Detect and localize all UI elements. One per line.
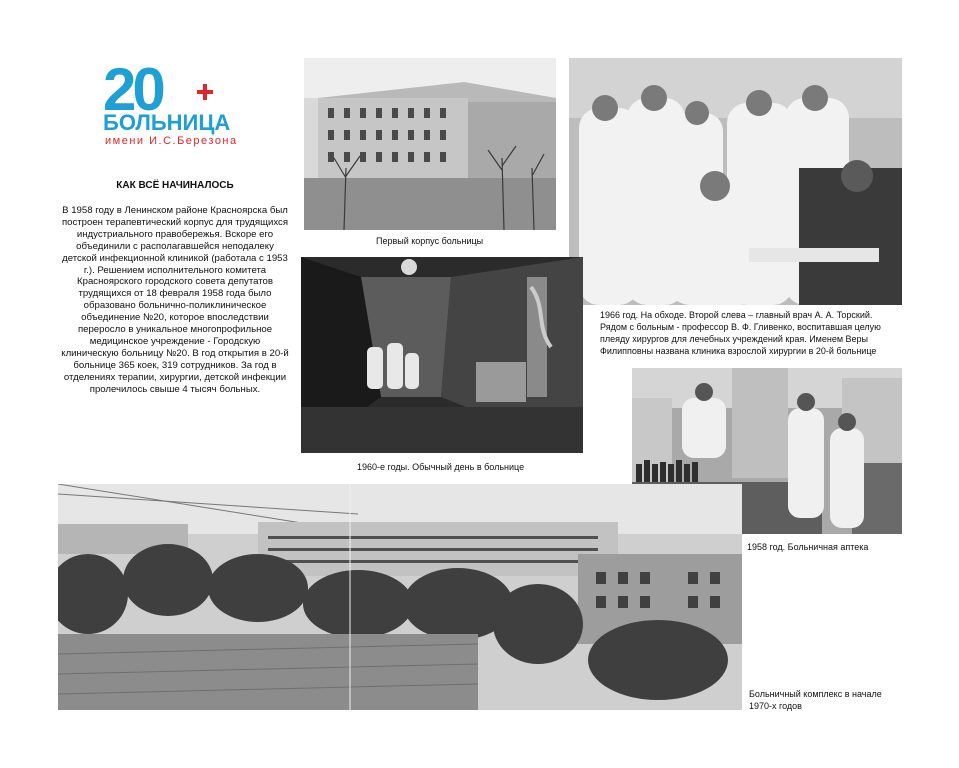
logo-subtitle: имени И.С.Березона (105, 135, 238, 147)
section-heading: КАК ВСЁ НАЧИНАЛОСЬ (116, 180, 234, 191)
logo-word: БОЛЬНИЦА (103, 110, 231, 135)
caption-hospital-complex: Больничный комплекс в начале 1970-х годов (749, 689, 882, 711)
photo-rounds (569, 58, 902, 305)
caption-rounds: 1966 год. На обходе. Второй слева – главный врач А. А. Торский. Рядом с больным - профессор В. Ф. Гливенко, воспитавшая целую плеяду хирургов для лечебных учреждений края. Именем Веры Филипповны названа клиника взрослой хирургии в 20-й больнице (600, 310, 881, 356)
history-text: В 1958 году в Ленинском районе Красноярска был построен терапевтический корпус для трудящихся индустриального правобережья. Вскоре его объединили с располагавшейся неподалеку детской инфекционной клиникой (работала с 1953 г.). Решением исполнительного комитета Красноярского городского совета депутатов трудящихся от 18 февраля 1958 года было образовано больнично-поликлиническое объединение №20, которое впоследствии переросло в уникальное многопрофильное медицинское учреждение - Городскую клиническую больницу №20. В год открытия в 20-й больнице 365 коек, 319 сотрудников. За год в отделениях терапии, хирургии, детской инфекции пролечилось свыше 4 тысяч больных. (61, 205, 289, 395)
photo-first-building (304, 58, 556, 230)
medical-cross-icon (194, 81, 216, 103)
caption-pharmacy: 1958 год. Больничная аптека (747, 542, 869, 552)
caption-ordinary-day: 1960-е годы. Обычный день в больнице (357, 462, 525, 472)
logo-number: 20 (103, 56, 162, 123)
caption-first-building: Первый корпус больницы (376, 236, 484, 246)
photo-ordinary-day (301, 257, 583, 453)
photo-hospital-complex (58, 484, 742, 710)
